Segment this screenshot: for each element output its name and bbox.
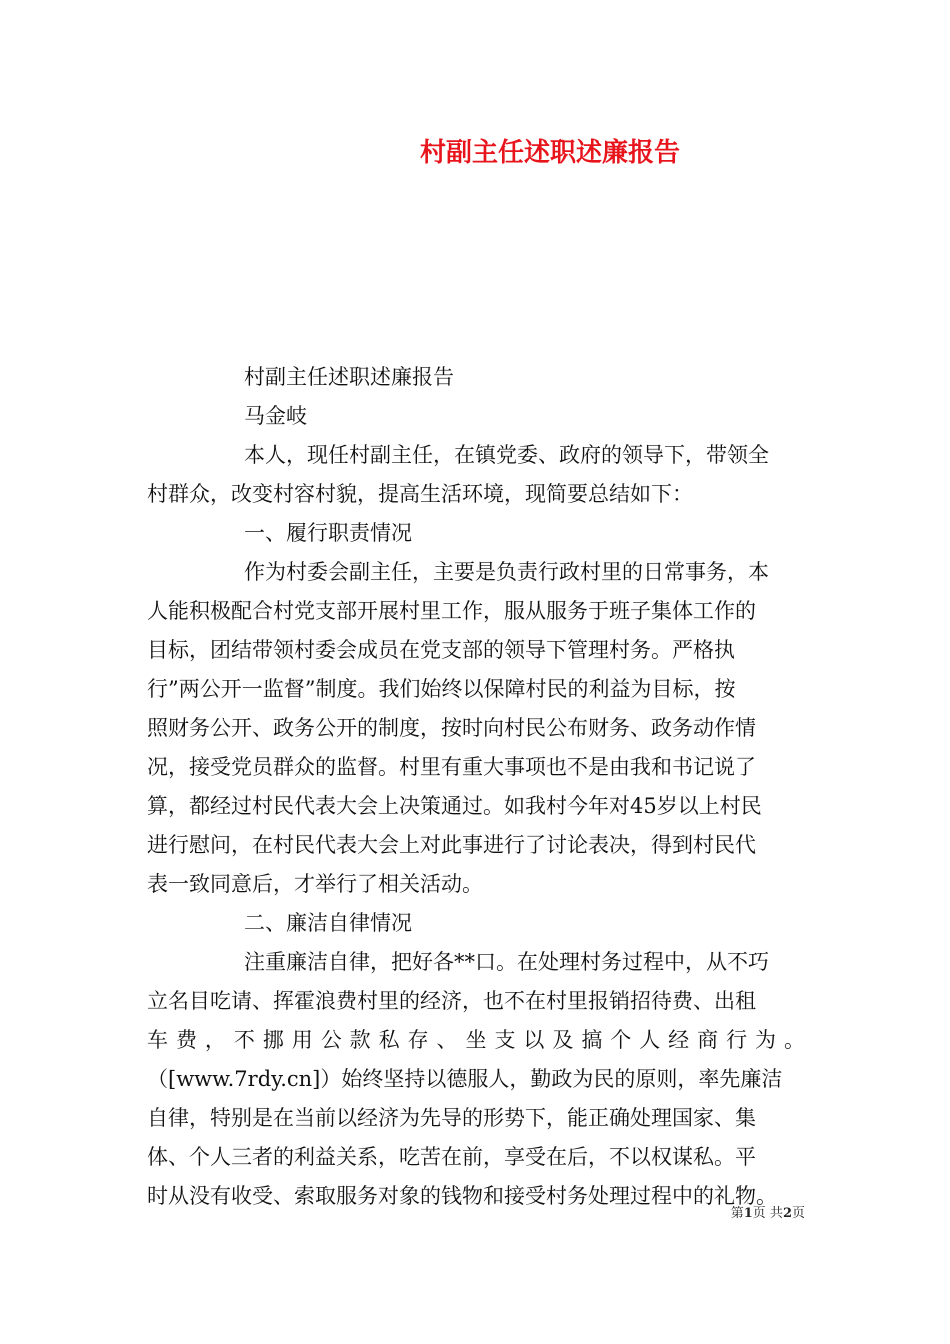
footer-total-pages: 2: [782, 1206, 792, 1221]
text-line: 算，都经过村民代表大会上决策通过。如我村今年对45岁以上村民: [147, 794, 762, 818]
document-body: [147, 358, 805, 1216]
text-line: 表一致同意后，才举行了相关活动。: [147, 872, 483, 896]
text-line: 一、履行职责情况: [244, 521, 412, 545]
page-footer: [731, 1202, 805, 1221]
text-line: 行”两公开一监督”制度。我们始终以保障村民的利益为目标，按: [147, 677, 736, 701]
footer-middle: 页 共: [752, 1206, 783, 1221]
footer-prefix: 第: [730, 1206, 744, 1221]
text-line: 立名目吃请、挥霍浪费村里的经济，也不在村里报销招待费、出租: [147, 989, 756, 1013]
text-line: 二、廉洁自律情况: [244, 911, 412, 935]
text-line: 体、个人三者的利益关系，吃苦在前，享受在后，不以权谋私。平: [147, 1145, 756, 1169]
footer-suffix: 页: [791, 1206, 805, 1221]
text-line: 照财务公开、政务公开的制度，按时向村民公布财务、政务动作情: [147, 716, 756, 740]
text-line: 目标，团结带领村委会成员在党支部的领导下管理村务。严格执: [147, 638, 735, 662]
text-line: 自律，特别是在当前以经济为先导的形势下，能正确处理国家、集: [147, 1106, 756, 1130]
text-line: 进行慰问，在村民代表大会上对此事进行了讨论表决，得到村民代: [147, 833, 756, 857]
footer-page-number: 1: [743, 1206, 753, 1221]
page-title: 村副主任述职述廉报告: [419, 138, 680, 168]
text-line: 时从没有收受、索取服务对象的钱物和接受村务处理过程中的礼物。: [147, 1184, 777, 1208]
text-line: 本人，现任村副主任，在镇党委、政府的领导下，带领全: [244, 443, 769, 467]
text-line: 村副主任述职述廉报告: [244, 365, 454, 389]
text-line: 作为村委会副主任，主要是负责行政村里的日常事务，本: [244, 560, 769, 584]
text-line: 马金岐: [244, 404, 307, 428]
text-line: 村群众，改变村容村貌，提高生活环境，现简要总结如下：: [147, 482, 693, 506]
text-line: 车费，不挪用公款私存、坐支以及搞个人经商行为。: [147, 1028, 805, 1052]
text-line: 注重廉洁自律，把好各**口。在处理村务过程中，从不巧: [244, 950, 769, 974]
text-line: （[www.7rdy.cn]）始终坚持以德服人，勤政为民的原则，率先廉洁: [147, 1067, 783, 1091]
text-line: 况，接受党员群众的监督。村里有重大事项也不是由我和书记说了: [147, 755, 756, 779]
text-line: 人能积极配合村党支部开展村里工作，服从服务于班子集体工作的: [147, 599, 756, 623]
